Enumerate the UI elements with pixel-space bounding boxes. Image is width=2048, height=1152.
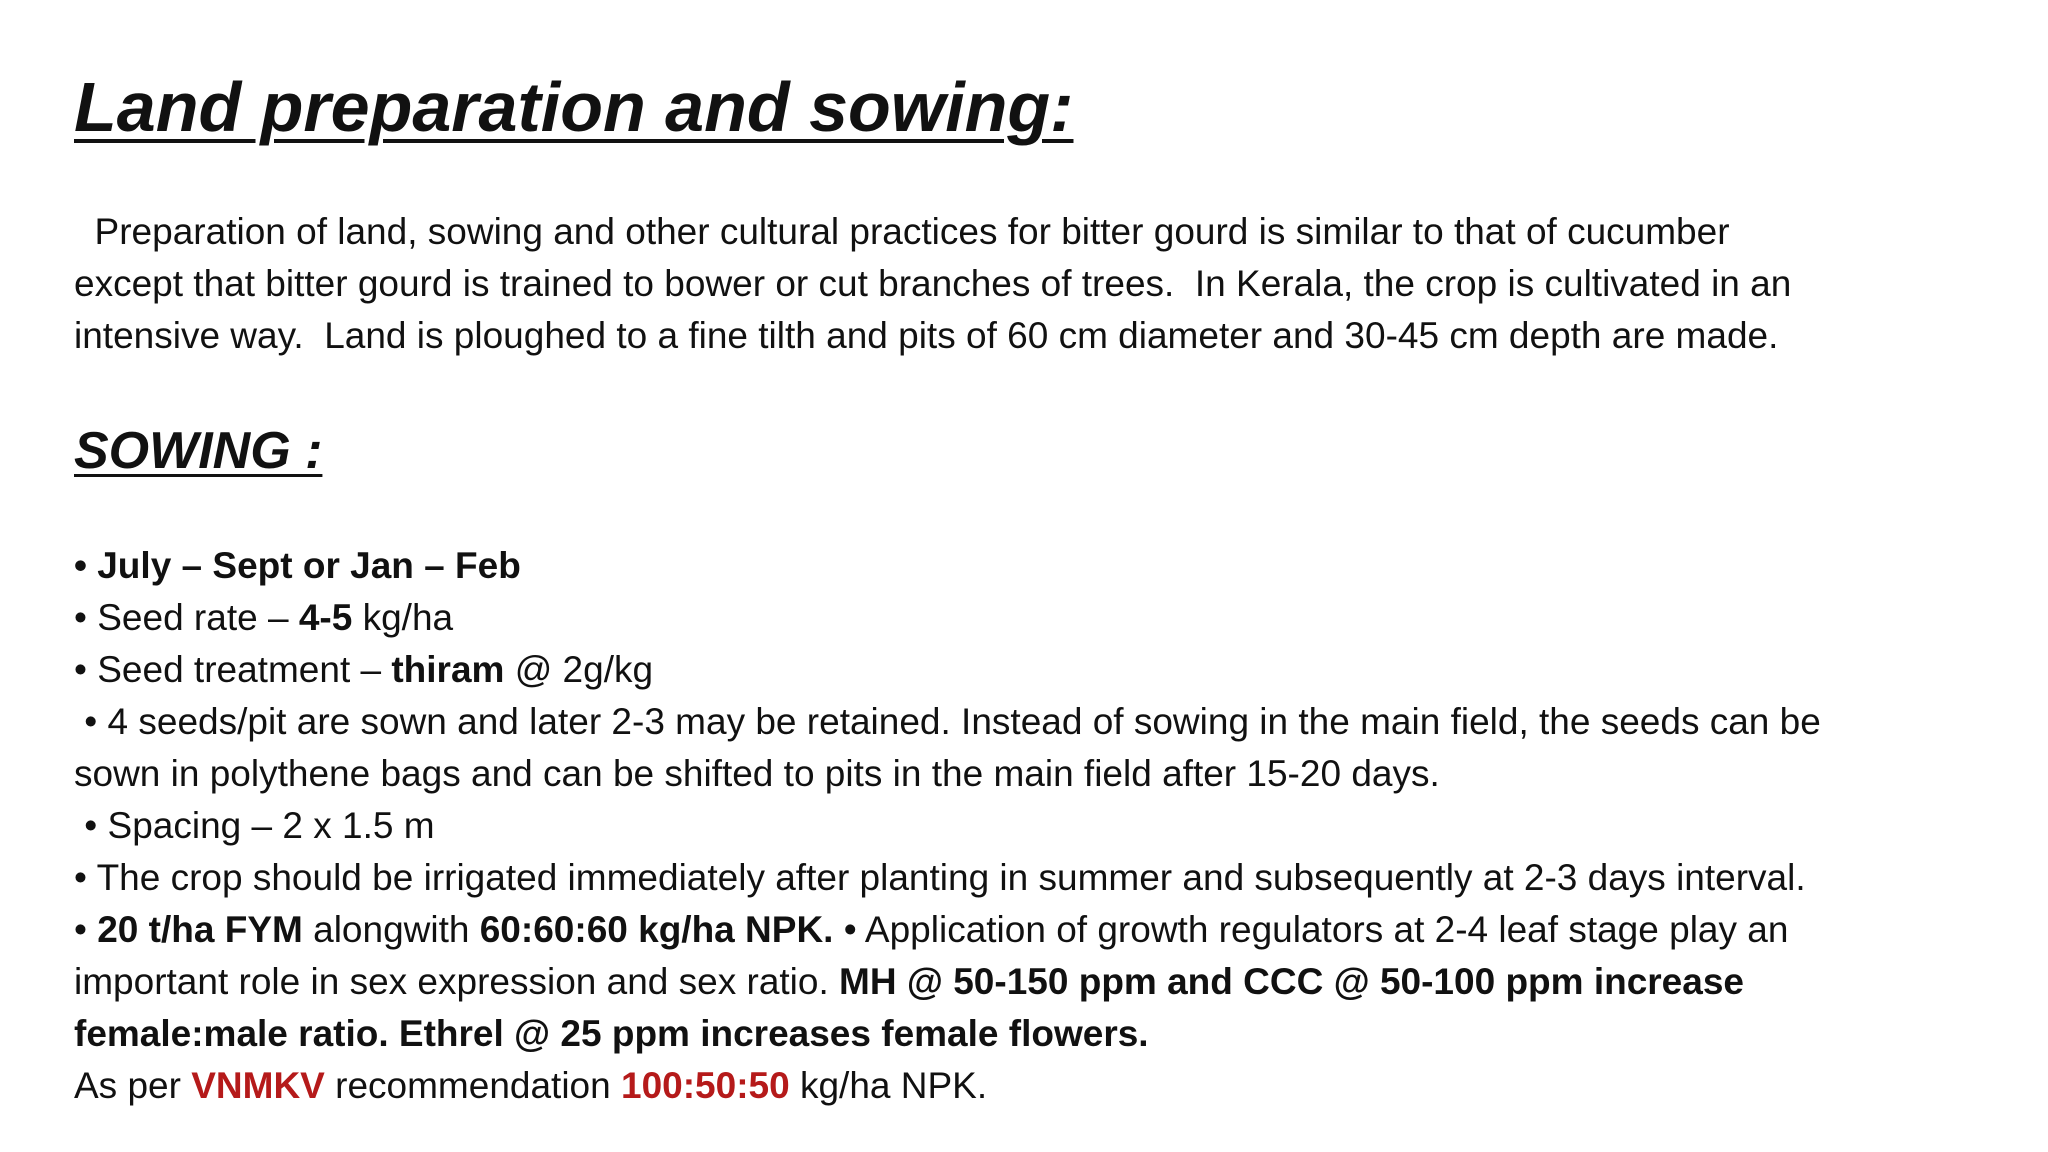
bullet-fertilizer-cont — [74, 956, 1974, 1008]
bullet-seed-treatment — [74, 644, 1974, 696]
bullet-bold-value: MH @ 50-150 ppm and CCC @ 50-100 ppm increase — [839, 961, 1744, 1002]
bullet-spacing: • Spacing – 2 x 1.5 m — [74, 805, 435, 846]
bullet-bold-value: 60:60:60 kg/ha NPK. — [479, 909, 834, 950]
rec-text: kg/ha NPK. — [789, 1065, 988, 1106]
bullet-text: alongwith — [302, 909, 480, 950]
rec-npk-value: 100:50:50 — [621, 1065, 790, 1106]
rec-text: As per — [74, 1065, 192, 1106]
bullet-irrigation: • The crop should be irrigated immediately after planting in summer and subsequently at 2-3 days interval. — [74, 857, 1806, 898]
bullet-text: • — [74, 909, 98, 950]
sowing-heading: SOWING : — [74, 422, 323, 480]
bullet-seed-rate — [74, 592, 1974, 644]
bullet-text: • Seed treatment – — [74, 649, 392, 690]
bullet-bold-value: thiram — [391, 649, 505, 690]
slide-title: Land preparation and sowing: — [74, 68, 1074, 146]
intro-line: Preparation of land, sowing and other cultural practices for bitter gourd is similar to that of cucumber — [74, 211, 1730, 252]
recommendation-line — [74, 1060, 1974, 1112]
bullet-text: • Application of growth regulators at 2-4 leaf stage play an — [833, 909, 1789, 950]
bullet-text: • Seed rate – — [74, 597, 299, 638]
bullet-season: • July – Sept or Jan – Feb — [74, 545, 521, 586]
bullet-text: @ 2g/kg — [504, 649, 654, 690]
intro-paragraph — [74, 206, 1974, 362]
bullet-bold-value: 20 t/ha FYM — [97, 909, 303, 950]
intro-line: except that bitter gourd is trained to bower or cut branches of trees. In Kerala, the crop is cultivated in an — [74, 263, 1792, 304]
bullet-bold-value: 4-5 — [298, 597, 353, 638]
bullet-text: kg/ha — [352, 597, 454, 638]
bullet-fertilizer-cont: female:male ratio. Ethrel @ 25 ppm increases female flowers. — [74, 1013, 1149, 1054]
bullet-fertilizer — [74, 904, 1974, 956]
bullet-seeds-per-pit-cont: sown in polythene bags and can be shifted to pits in the main field after 15-20 days. — [74, 753, 1440, 794]
intro-line: intensive way. Land is ploughed to a fine tilth and pits of 60 cm diameter and 30-45 cm depth are made. — [74, 315, 1779, 356]
bullet-text: important role in sex expression and sex ratio. — [74, 961, 840, 1002]
rec-text: recommendation — [324, 1065, 621, 1106]
bullet-seeds-per-pit: • 4 seeds/pit are sown and later 2-3 may be retained. Instead of sowing in the main field, the seeds can be — [74, 701, 1821, 742]
sowing-bullet-list — [74, 540, 1974, 1112]
rec-organization: VNMKV — [191, 1065, 325, 1106]
